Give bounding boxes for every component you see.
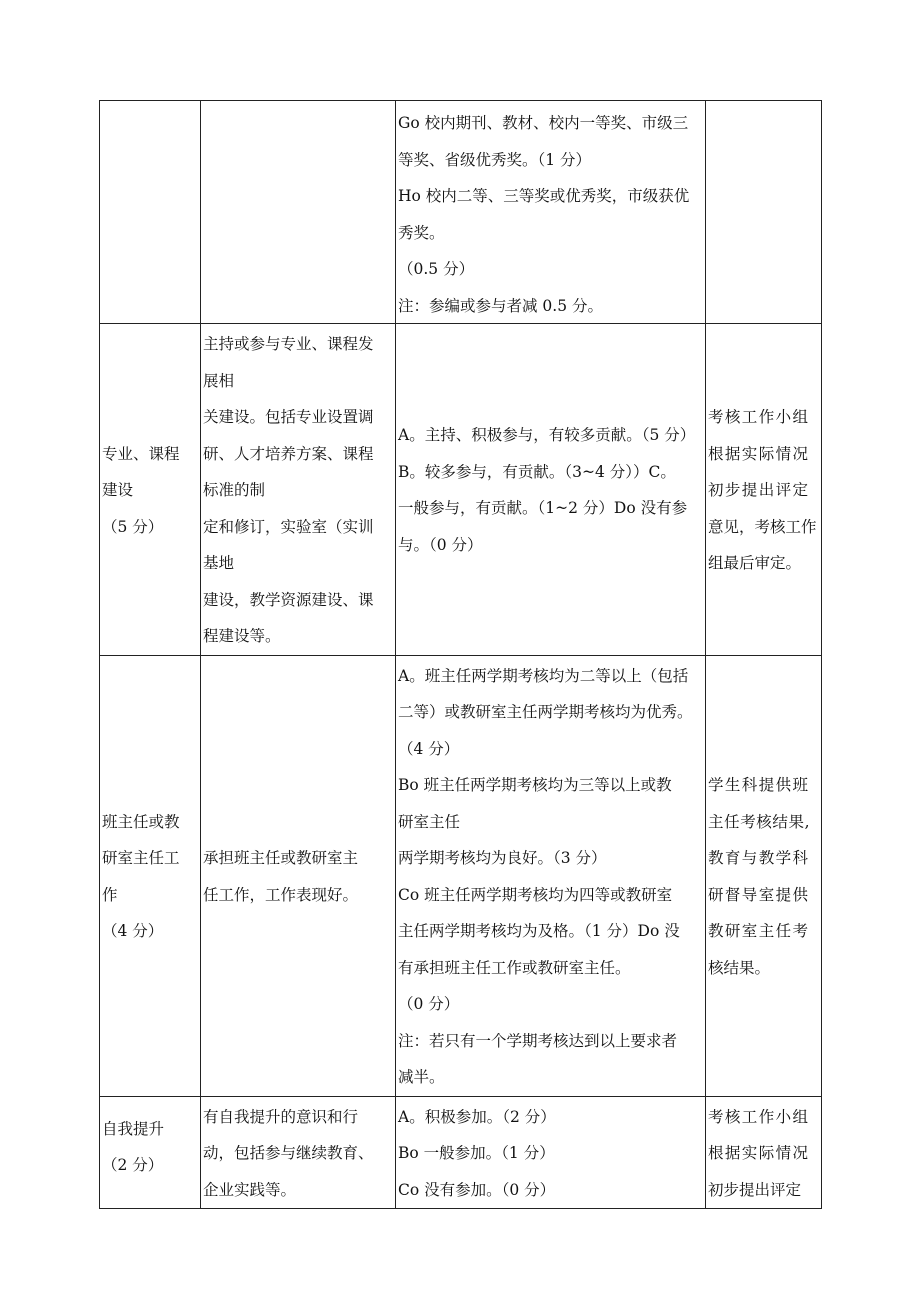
content-line: 承担班主任或教研室主 [203, 849, 359, 867]
category-line: （5 分） [102, 517, 164, 536]
table-row [100, 655, 822, 1096]
table-row [100, 324, 822, 656]
category-line: 专业、课程 [102, 444, 180, 463]
method-line: 初步提出评定 [708, 1180, 802, 1199]
content-cell [201, 101, 396, 324]
content-line: 企业实践等。 [203, 1180, 297, 1199]
content-line: 研、人才培养方案、课程 [203, 444, 374, 463]
method-line: 考核工作小组 [708, 408, 810, 426]
method-line: 初步提出评定 [708, 481, 810, 499]
criteria-line: 注：若只有一个学期考核达到以上要求者 [398, 1031, 678, 1050]
category-line: 班主任或教 [102, 812, 180, 831]
table-row [100, 1096, 822, 1209]
method-line: 学生科提供班 [708, 776, 810, 794]
criteria-line: Ho 校内二等、三等奖或优秀奖，市级获优 [398, 187, 690, 205]
method-line: 根据实际情况 [708, 444, 810, 463]
content-line: 主持或参与专业、课程发 [203, 335, 374, 353]
criteria-line: （0 分） [398, 995, 460, 1013]
category-line: 研室主任工 [102, 849, 180, 867]
criteria-line: 与。（0 分） [398, 535, 483, 554]
category-line: （4 分） [102, 922, 164, 940]
criteria-cell [396, 1096, 706, 1209]
method-line: 考核工作小组 [708, 1107, 810, 1126]
criteria-line: 两学期考核均为良好。（3 分） [398, 849, 607, 867]
content-line: 程建设等。 [203, 627, 281, 645]
content-cell [201, 324, 396, 656]
method-line: 核结果。 [708, 958, 771, 977]
criteria-cell [396, 655, 706, 1096]
content-line: 基地 [203, 554, 235, 572]
content-line: 建设，教学资源建设、课 [203, 590, 374, 609]
method-line: 主任考核结果, [708, 812, 811, 831]
criteria-line: A。积极参加。（2 分） [398, 1107, 556, 1126]
category-cell [100, 101, 201, 324]
criteria-line: （4 分） [398, 739, 460, 758]
content-cell [201, 1096, 396, 1209]
content-line: 有自我提升的意识和行 [203, 1107, 359, 1126]
assessment-table [99, 100, 822, 1209]
method-cell [706, 101, 822, 324]
method-cell [706, 655, 822, 1096]
content-line: 标准的制 [203, 481, 266, 499]
criteria-line: 二等）或教研室主任两学期考核均为优秀。 [398, 703, 693, 721]
method-line: 意见，考核工作 [708, 517, 817, 536]
content-line: 动，包括参与继续教育、 [203, 1144, 374, 1162]
category-cell [100, 324, 201, 656]
method-line: 根据实际情况 [708, 1144, 810, 1162]
content-line: 展相 [203, 371, 235, 390]
criteria-cell [396, 324, 706, 656]
category-line: 作 [102, 885, 118, 904]
criteria-line: Co 班主任两学期考核均为四等或教研室 [398, 885, 673, 904]
method-cell [706, 1096, 822, 1209]
method-line: 研督导室提供 [708, 885, 810, 904]
category-cell [100, 655, 201, 1096]
method-line: 教研室主任考 [708, 922, 810, 940]
method-cell [706, 324, 822, 656]
criteria-line: 一般参与，有贡献。（1~2 分）Do 没有参 [398, 499, 688, 518]
criteria-line: 减半。 [398, 1068, 445, 1086]
method-line: 教育与教学科 [708, 849, 810, 867]
table-row [100, 101, 822, 324]
content-line: 任工作，工作表现好。 [203, 885, 359, 904]
content-cell [201, 655, 396, 1096]
method-line: 组最后审定。 [708, 554, 802, 572]
criteria-line: 主任两学期考核均为及格。（1 分）Do 没 [398, 922, 680, 940]
criteria-line: 秀奖。 [398, 223, 445, 242]
category-line: 建设 [102, 481, 134, 499]
criteria-line: Bo 一般参加。（1 分） [398, 1144, 555, 1162]
category-line: 自我提升 [102, 1119, 165, 1138]
category-line: （2 分） [102, 1156, 164, 1174]
criteria-line: A。班主任两学期考核均为二等以上（包括 [398, 666, 689, 685]
criteria-line: A。主持、积极参与，有较多贡献。（5 分） [398, 426, 696, 445]
criteria-line: Co 没有参加。（0 分） [398, 1180, 556, 1199]
criteria-line: （0.5 分） [398, 260, 475, 278]
criteria-cell [396, 101, 706, 324]
criteria-line: Go 校内期刊、教材、校内一等奖、市级三 [398, 114, 689, 132]
content-line: 定和修订，实验室（实训 [203, 517, 374, 536]
criteria-line: Bo 班主任两学期考核均为三等以上或教 [398, 776, 672, 794]
criteria-line: 有承担班主任工作或教研室主任。 [398, 958, 631, 977]
category-cell [100, 1096, 201, 1209]
criteria-line: 研室主任 [398, 812, 461, 831]
content-line: 关建设。包括专业设置调 [203, 408, 374, 426]
criteria-line: 等奖、省级优秀奖。（1 分） [398, 150, 592, 169]
criteria-line: 注：参编或参与者减 0.5 分。 [398, 296, 604, 315]
criteria-line: B。较多参与，有贡献。（3~4 分））C。 [398, 462, 676, 481]
